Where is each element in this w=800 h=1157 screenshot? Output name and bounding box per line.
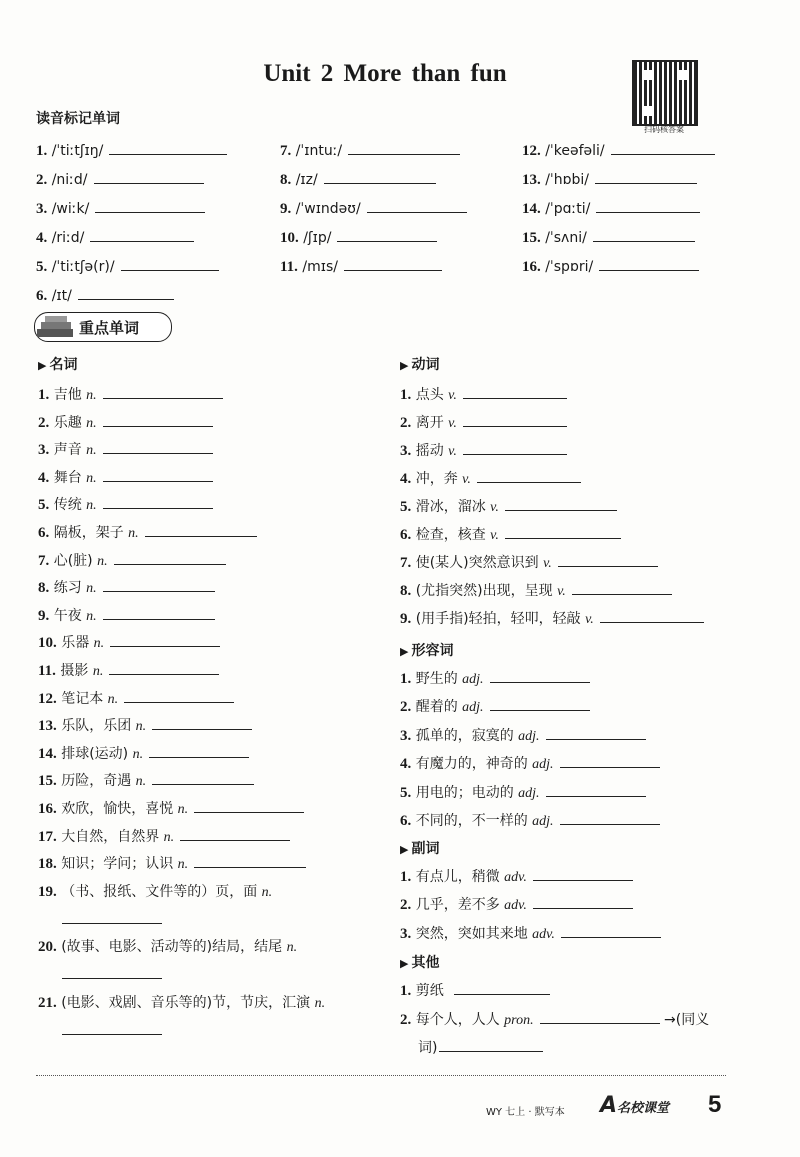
answer-blank[interactable] <box>121 256 219 271</box>
phonetic-item: 10. /ʃɪp/ <box>280 227 437 247</box>
phonetic-item: 14. /ˈpɑːti/ <box>522 198 700 218</box>
nouns-item: 21. (电影、戏剧、音乐等的)节，节庆，汇演 n. <box>38 995 326 1011</box>
phonetic-item: 6. /ɪt/ <box>36 285 174 305</box>
answer-blank[interactable] <box>149 743 249 758</box>
answer-blank[interactable] <box>152 715 252 730</box>
category-adverbs: ▶ 副词 <box>400 841 440 857</box>
answer-blank[interactable] <box>505 496 617 511</box>
nouns-item: 17. 大自然，自然界 n. <box>38 826 290 846</box>
triangle-icon: ▶ <box>400 957 409 970</box>
answer-blank[interactable] <box>439 1037 543 1052</box>
verbs-item: 8. (尤指突然)出现，呈现 v. <box>400 580 672 600</box>
answer-blank[interactable] <box>62 964 162 979</box>
answer-blank[interactable] <box>114 550 226 565</box>
phonetic-item: 2. /niːd/ <box>36 169 204 189</box>
nouns-item: 5. 传统 n. <box>38 494 213 514</box>
verbs-item: 9. (用手指)轻拍，轻叩，轻敲 v. <box>400 608 704 628</box>
phonetic-item: 11. /mɪs/ <box>280 256 442 276</box>
answer-blank[interactable] <box>90 227 194 242</box>
answer-blank[interactable] <box>103 384 223 399</box>
adjectives-item: 6. 不同的，不一样的 adj. <box>400 810 660 830</box>
answer-blank[interactable] <box>78 285 174 300</box>
nouns-item: 15. 历险，奇遇 n. <box>38 770 254 790</box>
phonetic-item: 7. /ˈɪntuː/ <box>280 140 460 160</box>
phonetic-item: 15. /ˈsʌni/ <box>522 227 695 247</box>
nouns-item: 12. 笔记本 n. <box>38 688 234 708</box>
nouns-item: 14. 排球(运动) n. <box>38 743 249 763</box>
phonetic-item: 5. /ˈtiːtʃə(r)/ <box>36 256 219 276</box>
footer-book: WY 七上 · 默写本 <box>486 1107 565 1118</box>
nouns-item: 3. 声音 n. <box>38 439 213 459</box>
page-number: 5 <box>708 1091 722 1118</box>
answer-blank[interactable] <box>546 725 646 740</box>
verbs-item: 1. 点头 v. <box>400 384 567 404</box>
answer-blank[interactable] <box>324 169 436 184</box>
answer-blank[interactable] <box>109 660 219 675</box>
others-item: 2. 每个人，人人 pron. →(同义 <box>400 1009 709 1029</box>
qr-code-icon <box>632 60 698 126</box>
answer-blank[interactable] <box>463 384 567 399</box>
answer-blank[interactable] <box>558 552 658 567</box>
answer-blank[interactable] <box>110 632 220 647</box>
answer-blank[interactable] <box>561 923 661 938</box>
footer-divider <box>36 1075 726 1076</box>
answer-blank[interactable] <box>596 198 700 213</box>
triangle-icon: ▶ <box>38 359 47 372</box>
answer-blank[interactable] <box>546 782 646 797</box>
answer-blank[interactable] <box>463 440 567 455</box>
answer-blank[interactable] <box>599 256 699 271</box>
others-item: 1. 剪纸 <box>400 980 550 1000</box>
answer-blank[interactable] <box>152 770 254 785</box>
category-nouns: ▶ 名词 <box>38 357 78 373</box>
phonetic-item: 8. /ɪz/ <box>280 169 436 189</box>
answer-blank[interactable] <box>194 853 306 868</box>
nouns-item: 4. 舞台 n. <box>38 467 213 487</box>
phonetic-item: 16. /ˈspɒri/ <box>522 256 699 276</box>
nouns-item: 18. 知识；学问；认识 n. <box>38 853 306 873</box>
adverbs-item: 1. 有点儿，稍微 adv. <box>400 866 633 886</box>
adjectives-item: 3. 孤单的，寂寞的 adj. <box>400 725 646 745</box>
answer-blank[interactable] <box>560 810 660 825</box>
answer-blank[interactable] <box>103 412 213 427</box>
answer-blank[interactable] <box>454 980 550 995</box>
answer-blank[interactable] <box>180 826 290 841</box>
brand-logo: A名校课堂 <box>600 1093 670 1118</box>
answer-blank[interactable] <box>103 467 213 482</box>
adjectives-item: 1. 野生的 adj. <box>400 668 590 688</box>
answer-blank[interactable] <box>337 227 437 242</box>
answer-blank[interactable] <box>62 1020 162 1035</box>
answer-blank[interactable] <box>572 580 672 595</box>
answer-blank[interactable] <box>593 227 695 242</box>
phonetic-item: 13. /ˈhɒbi/ <box>522 169 697 189</box>
phonetic-item: 3. /wiːk/ <box>36 198 205 218</box>
answer-blank[interactable] <box>600 608 704 623</box>
nouns-item: 7. 心(脏) n. <box>38 550 226 570</box>
answer-blank[interactable] <box>348 140 460 155</box>
key-words-badge <box>34 312 172 342</box>
answer-blank[interactable] <box>533 894 633 909</box>
nouns-item: 8. 练习 n. <box>38 577 215 597</box>
nouns-item: 9. 午夜 n. <box>38 605 215 625</box>
answer-blank[interactable] <box>560 753 660 768</box>
answer-blank[interactable] <box>103 577 215 592</box>
triangle-icon: ▶ <box>400 359 409 372</box>
answer-blank[interactable] <box>344 256 442 271</box>
phonetic-item: 12. /ˈkeəfəli/ <box>522 140 715 160</box>
books-icon <box>37 315 73 337</box>
answer-blank[interactable] <box>145 522 257 537</box>
triangle-icon: ▶ <box>400 843 409 856</box>
nouns-item: 16. 欢欣，愉快，喜悦 n. <box>38 798 304 818</box>
phonetic-heading: 读音标记单词 <box>36 111 120 127</box>
nouns-item: 1. 吉他 n. <box>38 384 223 404</box>
answer-blank[interactable] <box>109 140 227 155</box>
nouns-item-blank-line <box>62 964 162 983</box>
answer-blank[interactable] <box>595 169 697 184</box>
adjectives-item: 2. 醒着的 adj. <box>400 696 590 716</box>
answer-blank[interactable] <box>194 798 304 813</box>
answer-blank[interactable] <box>103 605 215 620</box>
verbs-item: 7. 使(某人)突然意识到 v. <box>400 552 658 572</box>
nouns-item: 20. (故事、电影、活动等的)结局，结尾 n. <box>38 939 298 956</box>
answer-blank[interactable] <box>95 198 205 213</box>
phonetic-item: 9. /ˈwɪndəʊ/ <box>280 198 467 218</box>
answer-blank[interactable] <box>94 169 204 184</box>
answer-blank[interactable] <box>533 866 633 881</box>
verbs-item: 2. 离开 v. <box>400 412 567 432</box>
answer-blank[interactable] <box>62 909 162 924</box>
verbs-item: 4. 冲，奔 v. <box>400 468 581 488</box>
nouns-item: 10. 乐器 n. <box>38 632 220 652</box>
nouns-item-blank-line <box>62 1020 162 1039</box>
answer-blank[interactable] <box>124 688 234 703</box>
page-title: Unit 2 More than fun <box>263 60 507 87</box>
verbs-item: 3. 摇动 v. <box>400 440 567 460</box>
answer-blank[interactable] <box>463 412 567 427</box>
nouns-item: 19. （书、报纸、文件等的）页，面 n. <box>38 883 273 900</box>
answer-blank[interactable] <box>367 198 467 213</box>
adjectives-item: 5. 用电的；电动的 adj. <box>400 782 646 802</box>
verbs-item: 5. 滑冰，溜冰 v. <box>400 496 617 516</box>
qr-caption: 扫码核答案 <box>644 125 684 134</box>
answer-blank[interactable] <box>103 494 213 509</box>
answer-blank[interactable] <box>103 439 213 454</box>
answer-blank[interactable] <box>490 668 590 683</box>
adverbs-item: 2. 几乎，差不多 adv. <box>400 894 633 914</box>
answer-blank[interactable] <box>611 140 715 155</box>
category-adjectives: ▶ 形容词 <box>400 643 454 659</box>
nouns-item-blank-line <box>62 909 162 928</box>
others-item-continued: 词) <box>418 1037 543 1057</box>
nouns-item: 6. 隔板，架子 n. <box>38 522 257 542</box>
nouns-item: 11. 摄影 n. <box>38 660 219 680</box>
answer-blank[interactable] <box>490 696 590 711</box>
category-others: ▶ 其他 <box>400 955 440 971</box>
answer-blank[interactable] <box>505 524 621 539</box>
verbs-item: 6. 检查，核查 v. <box>400 524 621 544</box>
triangle-icon: ▶ <box>400 645 409 658</box>
adjectives-item: 4. 有魔力的，神奇的 adj. <box>400 753 660 773</box>
answer-blank[interactable] <box>477 468 581 483</box>
category-verbs: ▶ 动词 <box>400 357 440 373</box>
key-words-label: 重点单词 <box>79 319 140 337</box>
phonetic-item: 1. /ˈtiːtʃɪŋ/ <box>36 140 227 160</box>
adverbs-item: 3. 突然，突如其来地 adv. <box>400 923 661 943</box>
nouns-item: 13. 乐队，乐团 n. <box>38 715 252 735</box>
nouns-item: 2. 乐趣 n. <box>38 412 213 432</box>
answer-blank[interactable] <box>540 1009 660 1024</box>
phonetic-item: 4. /riːd/ <box>36 227 194 247</box>
